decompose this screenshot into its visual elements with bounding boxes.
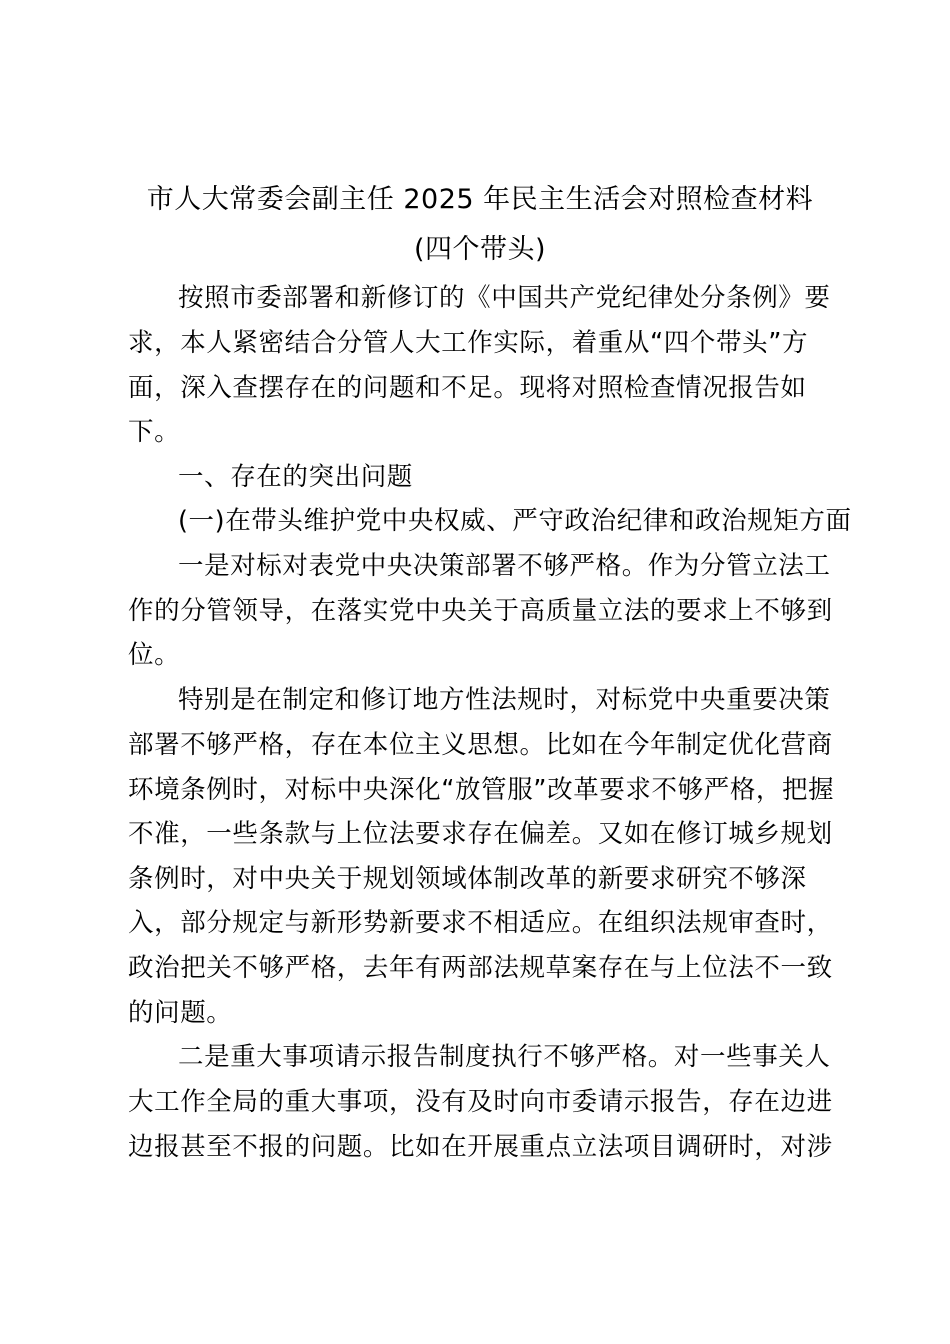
body-line: 部署不够严格，存在本位主义思想。比如在今年制定优化营商 bbox=[128, 730, 833, 760]
body-line: 入，部分规定与新形势新要求不相适应。在组织法规审查时， bbox=[128, 908, 833, 938]
body-line: 不准，一些条款与上位法要求存在偏差。又如在修订城乡规划 bbox=[128, 819, 833, 849]
body-line: 边报甚至不报的问题。比如在开展重点立法项目调研时，对涉 bbox=[128, 1132, 833, 1162]
body-line: 的问题。 bbox=[128, 998, 233, 1028]
document-subtitle: (四个带头) bbox=[413, 234, 547, 265]
body-line: 一是对标对表党中央决策部署不够严格。作为分管立法工 bbox=[178, 551, 831, 581]
body-line: 按照市委部署和新修订的《中国共产党纪律处分条例》要 bbox=[178, 283, 831, 313]
body-line: 大工作全局的重大事项，没有及时向市委请示报告，存在边进 bbox=[128, 1087, 833, 1117]
body-line: 下。 bbox=[128, 417, 181, 447]
body-line: 环境条例时，对标中央深化“放管服”改革要求不够严格，把握 bbox=[128, 775, 835, 805]
body-line: 政治把关不够严格，去年有两部法规草案存在与上位法不一致 bbox=[128, 953, 833, 983]
body-line: 作的分管领导，在落实党中央关于高质量立法的要求上不够到 bbox=[128, 596, 833, 626]
body-line: 特别是在制定和修订地方性法规时，对标党中央重要决策 bbox=[178, 685, 831, 715]
section-heading: 一、存在的突出问题 bbox=[178, 462, 413, 492]
document-title: 市人大常委会副主任 2025 年民主生活会对照检查材料 bbox=[146, 184, 814, 215]
body-line: 求，本人紧密结合分管人大工作实际，着重从“四个带头”方 bbox=[128, 328, 809, 358]
body-line: 位。 bbox=[128, 640, 181, 670]
subsection-heading: (一)在带头维护党中央权威、严守政治纪律和政治规矩方面 bbox=[178, 506, 852, 536]
body-line: 条例时，对中央关于规划领域体制改革的新要求研究不够深 bbox=[128, 864, 807, 894]
body-line: 二是重大事项请示报告制度执行不够严格。对一些事关人 bbox=[178, 1042, 831, 1072]
body-line: 面，深入查摆存在的问题和不足。现将对照检查情况报告如 bbox=[128, 373, 807, 403]
